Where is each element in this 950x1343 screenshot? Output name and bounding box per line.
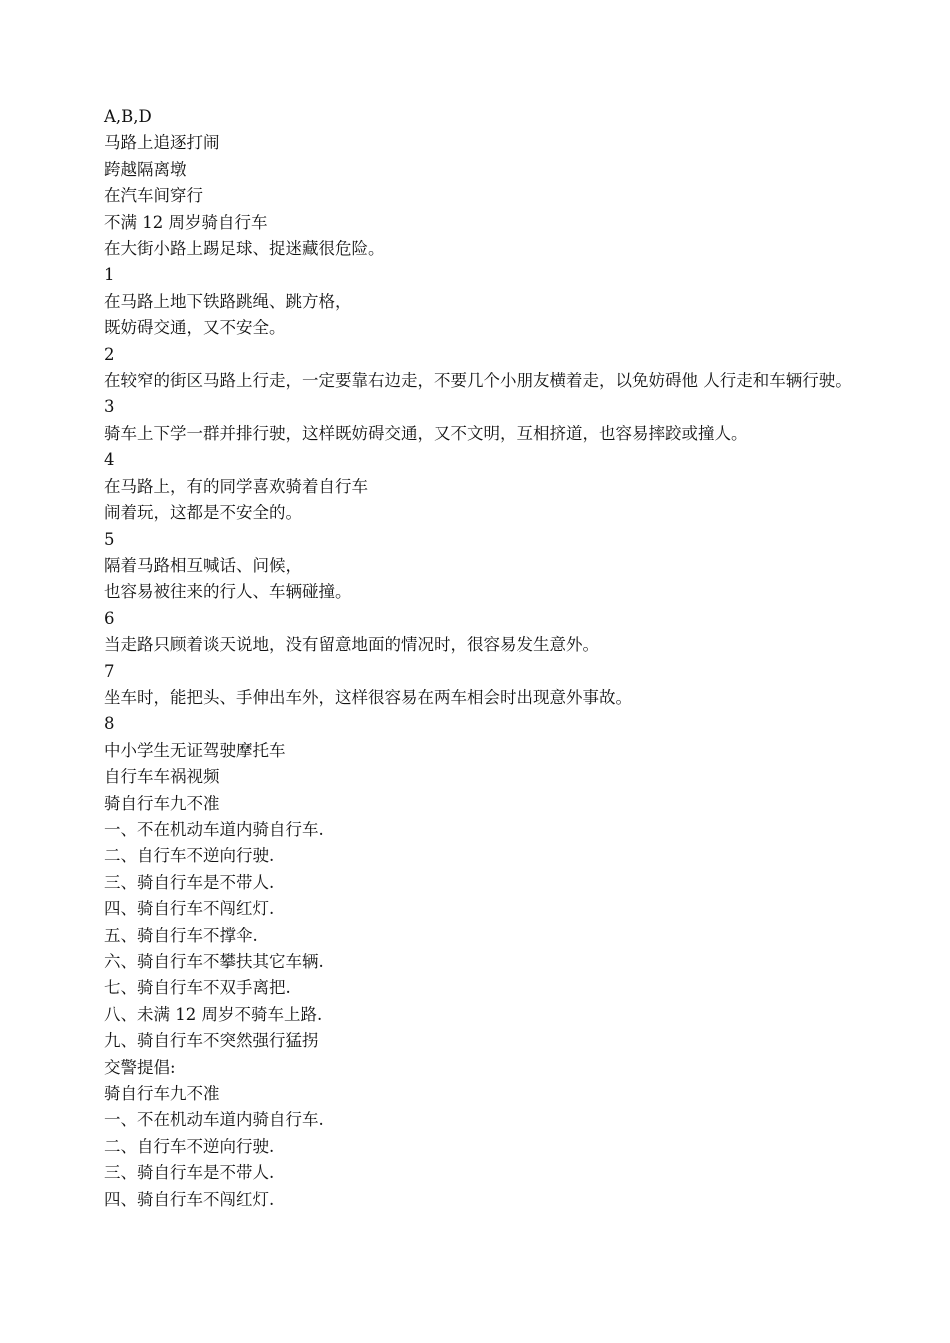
answer-line: A,B,D <box>104 107 152 126</box>
text-line: 当走路只顾着谈天说地，没有留意地面的情况时，很容易发生意外。 <box>104 635 599 655</box>
rule-item: 五、骑自行车不撑伞. <box>104 925 258 945</box>
text-line: 在马路上地下铁路跳绳、跳方格， <box>104 291 352 311</box>
rule-item: 六、骑自行车不攀扶其它车辆. <box>104 952 324 971</box>
text-line: 在马路上，有的同学喜欢骑着自行车 <box>104 476 368 496</box>
rule-item: 二、自行车不逆向行驶. <box>104 1136 275 1156</box>
rule-item: 一、不在机动车道内骑自行车. <box>104 1110 324 1130</box>
rule-item: 三、骑自行车是不带人. <box>104 1163 275 1183</box>
text-line: 坐车时，能把头、手伸出车外，这样很容易在两车相会时出现意外事故。 <box>104 687 632 707</box>
rule-item: 四、骑自行车不闯红灯. <box>104 899 275 919</box>
item-number: 5 <box>104 529 115 549</box>
text-line: 也容易被往来的行人、车辆碰撞。 <box>104 582 352 602</box>
text-line: 在汽车间穿行 <box>104 186 203 206</box>
text-line: 骑车上下学一群并排行驶，这样既妨碍交通，又不文明，互相挤道，也容易摔跤或撞人。 <box>104 423 748 443</box>
item-number: 2 <box>104 344 115 364</box>
document-body <box>104 104 864 1213</box>
text-line: 不满 12 周岁骑自行车 <box>104 212 268 232</box>
text-line: 跨越隔离墩 <box>104 159 187 179</box>
text-line: 既妨碍交通，又不安全。 <box>104 318 286 338</box>
rule-item: 七、骑自行车不双手离把. <box>104 978 291 998</box>
rule-item: 二、自行车不逆向行驶. <box>104 846 275 866</box>
item-number: 4 <box>104 450 115 470</box>
text-line: 隔着马路相互喊话、问候， <box>104 555 302 575</box>
item-number: 7 <box>104 661 115 681</box>
section-heading: 骑自行车九不准 <box>104 793 220 813</box>
rule-item: 一、不在机动车道内骑自行车. <box>104 819 324 839</box>
rule-item: 四、骑自行车不闯红灯. <box>104 1189 275 1209</box>
text-line: 中小学生无证驾驶摩托车 <box>104 740 286 760</box>
item-number: 1 <box>104 265 115 285</box>
section-heading: 骑自行车九不准 <box>104 1084 220 1104</box>
text-line: 自行车车祸视频 <box>104 767 220 787</box>
text-paragraph: 在较窄的街区马路上行走，一定要靠右边走，不要几个小朋友横着走，以免妨碍他 人行走和车辆行驶。 <box>104 371 852 391</box>
text-line: 在大街小路上踢足球、捉迷藏很危险。 <box>104 239 385 259</box>
item-number: 3 <box>104 397 115 417</box>
rule-item: 八、未满 12 周岁不骑车上路. <box>104 1004 323 1024</box>
rule-item: 九、骑自行车不突然强行猛拐 <box>104 1031 319 1051</box>
text-line: 马路上追逐打闹 <box>104 133 220 153</box>
item-number: 6 <box>104 608 115 628</box>
section-heading: 交警提倡: <box>104 1057 176 1077</box>
rule-item: 三、骑自行车是不带人. <box>104 872 275 892</box>
item-number: 8 <box>104 714 115 734</box>
text-line: 闹着玩，这都是不安全的。 <box>104 503 302 523</box>
